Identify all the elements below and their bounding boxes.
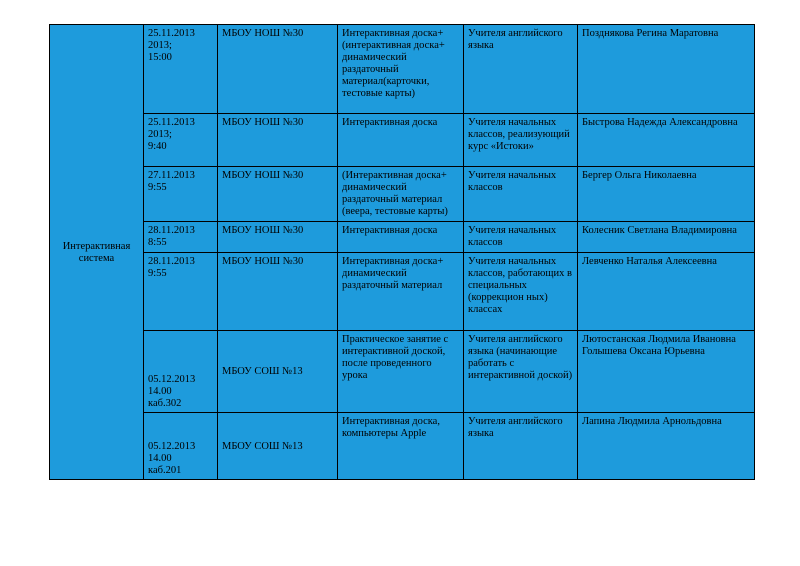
date-cell: 05.12.2013 14.00 каб.201 bbox=[144, 413, 218, 480]
school-cell: МБОУ НОШ №30 bbox=[218, 222, 338, 253]
audience-cell: Учителя английского языка (начинающие работать с интерактивной доской) bbox=[464, 331, 578, 413]
teacher-cell: Лапина Людмила Арнольдовна bbox=[578, 413, 755, 480]
date-cell: 25.11.2013 2013; 9:40 bbox=[144, 114, 218, 167]
date-cell: 28.11.2013 8:55 bbox=[144, 222, 218, 253]
school-cell: МБОУ НОШ №30 bbox=[218, 25, 338, 114]
audience-cell: Учителя начальных классов, реализующий курс «Истоки» bbox=[464, 114, 578, 167]
audience-cell: Учителя начальных классов bbox=[464, 222, 578, 253]
topic-cell: Интерактивная доска bbox=[338, 222, 464, 253]
school-cell: МБОУ СОШ №13 bbox=[218, 331, 338, 413]
date-cell: 25.11.2013 2013; 15:00 bbox=[144, 25, 218, 114]
topic-cell: Интерактивная доска+ (интерактивная доска+ динамический раздаточный материал(карточки, тестовые карты) bbox=[338, 25, 464, 114]
topic-cell: Практическое занятие с интерактивной доской, после проведенного урока bbox=[338, 331, 464, 413]
table-row bbox=[50, 413, 755, 480]
school-cell: МБОУ НОШ №30 bbox=[218, 167, 338, 222]
audience-cell: Учителя начальных классов, работающих в специальных (коррекцион ных) классах bbox=[464, 253, 578, 331]
topic-cell: Интерактивная доска bbox=[338, 114, 464, 167]
table-row bbox=[50, 25, 755, 114]
audience-cell: Учителя начальных классов bbox=[464, 167, 578, 222]
audience-cell: Учителя английского языка bbox=[464, 413, 578, 480]
table-row bbox=[50, 167, 755, 222]
topic-cell: (Интерактивная доска+ динамический раздаточный материал (веера, тестовые карты) bbox=[338, 167, 464, 222]
teacher-cell: Бергер Ольга Николаевна bbox=[578, 167, 755, 222]
school-cell: МБОУ НОШ №30 bbox=[218, 253, 338, 331]
table-row bbox=[50, 222, 755, 253]
date-cell: 27.11.2013 9:55 bbox=[144, 167, 218, 222]
category-label: Интерактивная система bbox=[62, 240, 131, 264]
teacher-cell: Лютостанская Людмила Ивановна Голышева Оксана Юрьевна bbox=[578, 331, 755, 413]
date-cell: 28.11.2013 9:55 bbox=[144, 253, 218, 331]
teacher-cell: Позднякова Регина Маратовна bbox=[578, 25, 755, 114]
school-cell: МБОУ СОШ №13 bbox=[218, 413, 338, 480]
table-row bbox=[50, 331, 755, 413]
teacher-cell: Колесник Светлана Владимировна bbox=[578, 222, 755, 253]
topic-cell: Интерактивная доска, компьютеры Apple bbox=[338, 413, 464, 480]
date-cell: 05.12.2013 14.00 каб.302 bbox=[144, 331, 218, 413]
school-cell: МБОУ НОШ №30 bbox=[218, 114, 338, 167]
table-row bbox=[50, 253, 755, 331]
category-cell bbox=[50, 25, 144, 480]
teacher-cell: Быстрова Надежда Александровна bbox=[578, 114, 755, 167]
topic-cell: Интерактивная доска+ динамический раздаточный материал bbox=[338, 253, 464, 331]
table-row bbox=[50, 114, 755, 167]
schedule-table bbox=[49, 24, 755, 480]
teacher-cell: Левченко Наталья Алексеевна bbox=[578, 253, 755, 331]
audience-cell: Учителя английского языка bbox=[464, 25, 578, 114]
